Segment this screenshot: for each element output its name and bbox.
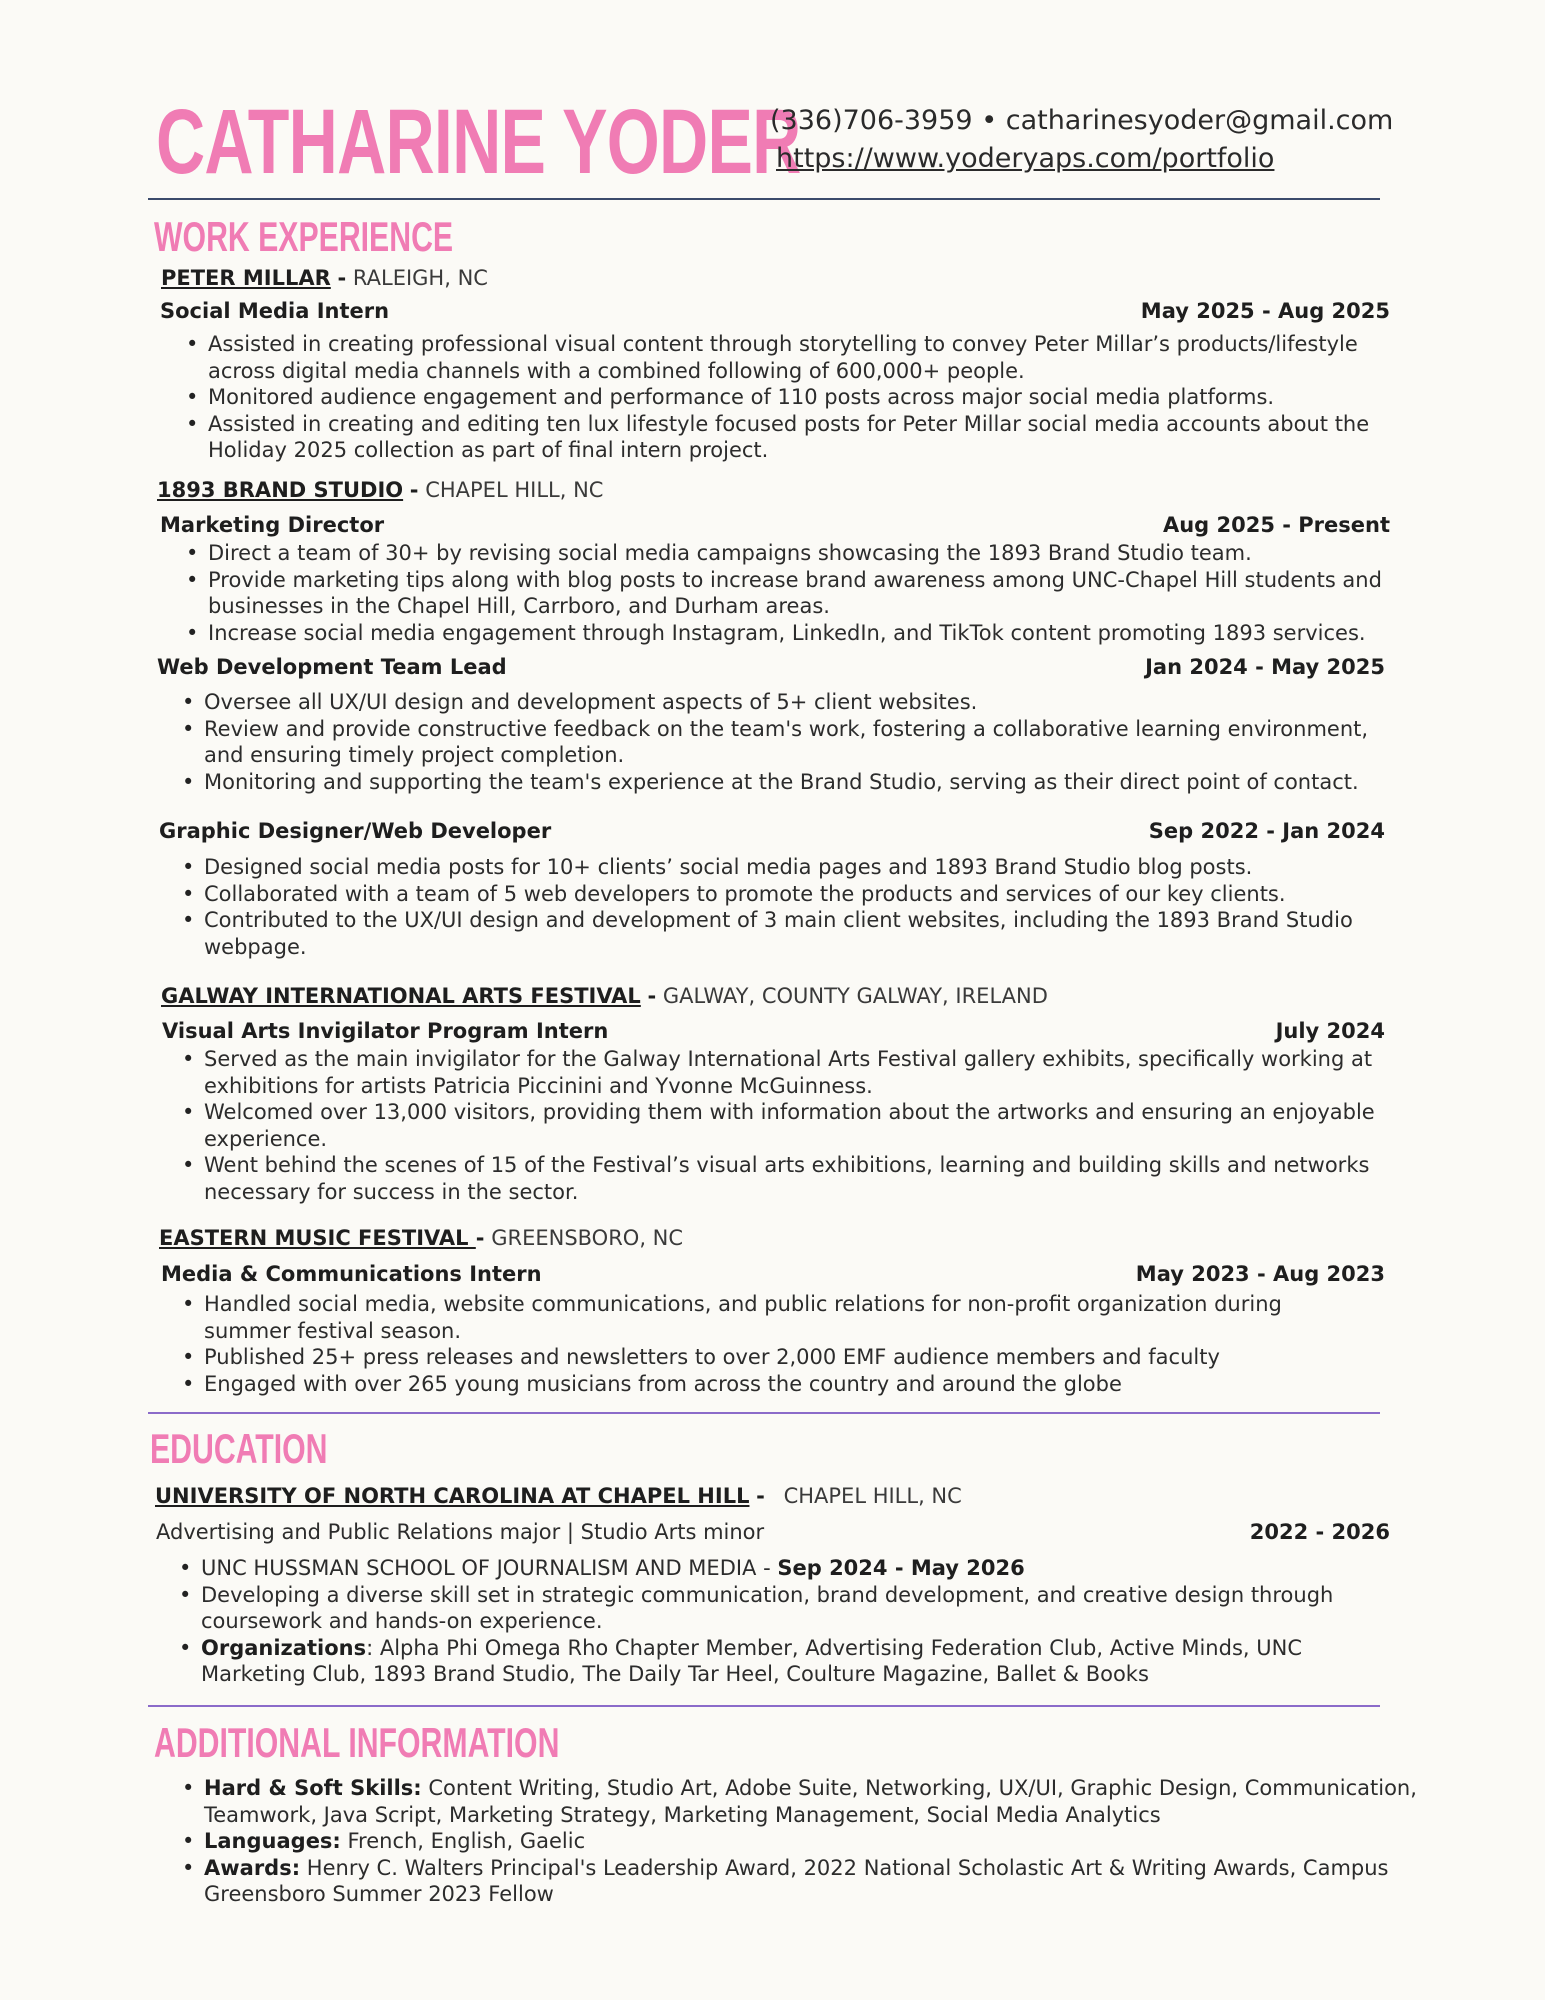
hussman-dates: Sep 2024 - May 2026: [777, 1556, 1025, 1580]
list-item: • Review and provide constructive feedback on the team's work, fostering a collaborative learning environment, and ensuring timely project completion.: [204, 716, 1414, 769]
work-experience-heading: WORK EXPERIENCE: [154, 213, 454, 260]
role-bullets: [182, 540, 1418, 646]
list-item: • Published 25+ press releases and newsletters to over 2,000 EMF audience members and faculty: [204, 1344, 1354, 1371]
list-item: • Monitored audience engagement and performance of 110 posts across major social media platforms.: [208, 384, 1418, 411]
list-item: • Engaged with over 265 young musicians from across the country and around the globe: [204, 1371, 1354, 1398]
list-item: • Went behind the scenes of 15 of the Festival’s visual arts exhibitions, learning and building skills and networks necessary for success in the sector.: [204, 1152, 1414, 1205]
list-item: • Assisted in creating professional visual content through storytelling to convey Peter Millar’s products/lifestyle across digital media channels with a combined following of 600,000+ people.: [208, 331, 1418, 384]
org-separator: -: [647, 984, 657, 1008]
list-item: [204, 1775, 1426, 1828]
role-title: Marketing Director: [160, 513, 385, 537]
org-1893-brand-studio: [157, 476, 603, 504]
email-address[interactable]: catharinesyoder@gmail.com: [1005, 105, 1394, 136]
role-title: Visual Arts Invigilator Program Intern: [162, 1019, 609, 1043]
role-dates: Jan 2024 - May 2025: [1145, 655, 1385, 679]
role-title: Social Media Intern: [160, 299, 390, 323]
role-dates: July 2024: [1275, 1019, 1385, 1043]
resume-header: [156, 92, 1406, 192]
role-bullets: [178, 1291, 1354, 1397]
header-divider: [148, 198, 1380, 200]
org-separator: -: [337, 266, 347, 290]
list-item: • Welcomed over 13,000 visitors, providing them with information about the artworks and ensuring an enjoyable experience.: [204, 1099, 1414, 1152]
org-unc-chapel-hill: [155, 1482, 962, 1510]
org-eastern-music-festival: [159, 1224, 683, 1252]
role-title: Media & Communications Intern: [161, 1262, 542, 1286]
org-separator: -: [756, 1484, 765, 1508]
role-bullets: [178, 854, 1414, 960]
org-location: RALEIGH, NC: [352, 266, 488, 290]
section-divider: [148, 1705, 1380, 1707]
organizations-text: : Alpha Phi Omega Rho Chapter Member, Advertising Federation Club, Active Minds, UNC Marketing Club, 1893 Brand Studio, The Daily Tar Heel, Coulture Magazine, Ballet & Books: [201, 1635, 1302, 1686]
org-separator: -: [409, 478, 419, 502]
languages-label: Languages:: [204, 1829, 341, 1853]
org-galway-arts-festival: [161, 982, 1048, 1010]
list-item: • Monitoring and supporting the team's experience at the Brand Studio, serving as their direct point of contact.: [204, 769, 1414, 796]
org-location: CHAPEL HILL, NC: [425, 478, 604, 502]
list-item: [204, 1828, 1426, 1855]
org-name: EASTERN MUSIC FESTIVAL: [159, 1226, 476, 1250]
org-name: GALWAY INTERNATIONAL ARTS FESTIVAL: [161, 984, 641, 1008]
list-item: [204, 1855, 1426, 1908]
portfolio-link[interactable]: https://www.yoderyaps.com/portfolio: [776, 143, 1275, 174]
candidate-name: CATHARINE YODER: [156, 91, 801, 193]
list-item: [201, 1635, 1391, 1688]
list-item: • Collaborated with a team of 5 web developers to promote the products and services of our key clients.: [204, 881, 1414, 908]
education-bullets: [175, 1555, 1391, 1688]
list-item: • Provide marketing tips along with blog posts to increase brand awareness among UNC-Chapel Hill students and businesses in the Chapel Hill, Carrboro, and Durham areas.: [208, 567, 1418, 620]
org-name: 1893 BRAND STUDIO: [157, 478, 404, 502]
list-item: • Contributed to the UX/UI design and development of 3 main client websites, including the 1893 Brand Studio webpage.: [204, 907, 1414, 960]
organizations-label: Organizations: [201, 1635, 367, 1660]
hussman-school: UNC HUSSMAN SCHOOL OF JOURNALISM AND MEDIA -: [201, 1556, 778, 1580]
list-item: • Assisted in creating and editing ten lux lifestyle focused posts for Peter Millar social media accounts about the Holiday 2025 collection as part of final intern project.: [208, 411, 1418, 464]
contact-separator: •: [981, 105, 998, 136]
org-location: GALWAY, COUNTY GALWAY, IRELAND: [662, 984, 1048, 1008]
awards-text: Henry C. Walters Principal's Leadership Award, 2022 National Scholastic Art & Writing Awards, Campus Greensboro Summer 2023 Fellow: [204, 1855, 1389, 1906]
list-item: • Direct a team of 30+ by revising social media campaigns showcasing the 1893 Brand Studio team.: [208, 540, 1418, 567]
role-dates: May 2025 - Aug 2025: [1140, 299, 1390, 323]
org-location: GREENSBORO, NC: [491, 1226, 684, 1250]
education-heading: EDUCATION: [150, 1425, 328, 1472]
list-item: • Increase social media engagement through Instagram, LinkedIn, and TikTok content promoting 1893 services.: [208, 620, 1418, 647]
contact-info: [770, 102, 1393, 178]
org-separator: -: [475, 1226, 485, 1250]
degree-text: Advertising and Public Relations major | Studio Arts minor: [156, 1520, 765, 1544]
role-bullets: [178, 689, 1414, 795]
org-name: UNIVERSITY OF NORTH CAROLINA AT CHAPEL HILL: [155, 1484, 750, 1508]
additional-bullets: [178, 1775, 1426, 1908]
list-item: • Developing a diverse skill set in strategic communication, brand development, and creative design through coursework and hands-on experience.: [201, 1582, 1391, 1635]
list-item: • Oversee all UX/UI design and development aspects of 5+ client websites.: [204, 689, 1414, 716]
languages-text: French, English, Gaelic: [340, 1829, 586, 1853]
phone-number: (336)706-3959: [770, 105, 973, 136]
skills-label: Hard & Soft Skills:: [204, 1776, 422, 1800]
org-peter-millar: [161, 264, 488, 292]
role-dates: Sep 2022 - Jan 2024: [1148, 819, 1385, 843]
role-title: Graphic Designer/Web Developer: [159, 819, 552, 843]
section-divider: [148, 1412, 1380, 1414]
role-title: Web Development Team Lead: [157, 655, 507, 679]
skills-text: Content Writing, Studio Art, Adobe Suite, Networking, UX/UI, Graphic Design, Communication, Teamwork, Java Script, Marketing Strategy, Marketing Management, Social Media Analytics: [204, 1776, 1417, 1827]
org-location: CHAPEL HILL, NC: [783, 1484, 962, 1508]
list-item: • Designed social media posts for 10+ clients’ social media pages and 1893 Brand Studio blog posts.: [204, 854, 1414, 881]
list-item: [201, 1555, 1391, 1582]
role-dates: May 2023 - Aug 2023: [1135, 1262, 1385, 1286]
additional-information-heading: ADDITIONAL INFORMATION: [154, 1719, 560, 1766]
awards-label: Awards:: [204, 1855, 301, 1880]
list-item: • Served as the main invigilator for the Galway International Arts Festival gallery exhibits, specifically working at exhibitions for artists Patricia Piccinini and Yvonne McGuinness.: [204, 1046, 1414, 1099]
org-name: PETER MILLAR: [161, 266, 331, 290]
list-item: • Handled social media, website communications, and public relations for non-profit organization during summer festival season.: [204, 1291, 1354, 1344]
role-dates: Aug 2025 - Present: [1162, 513, 1390, 537]
degree-dates: 2022 - 2026: [1249, 1520, 1390, 1544]
role-bullets: [178, 1046, 1414, 1205]
role-bullets: [182, 331, 1418, 464]
